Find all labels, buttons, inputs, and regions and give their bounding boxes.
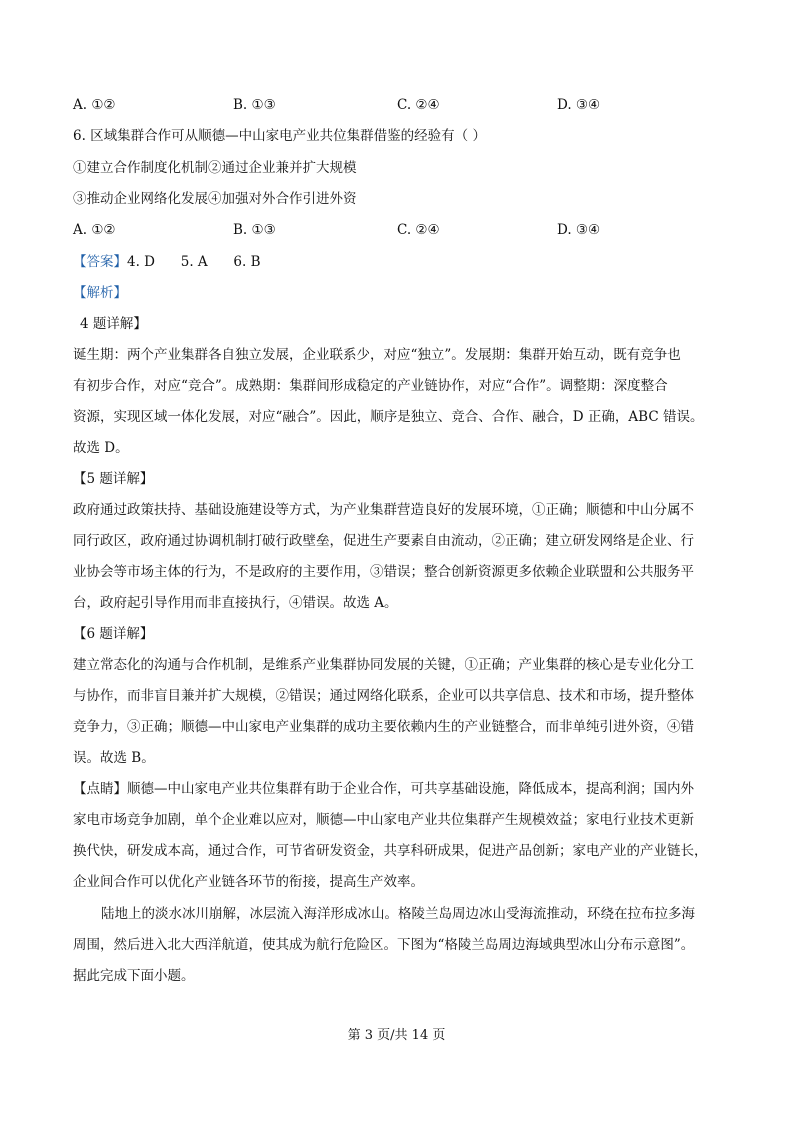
q5-detail-line-4: 台，政府起引导作用而非直接执行，④错误。故选 A。 <box>73 595 398 611</box>
tip-line-2: 家电市场竞争加剧，单个企业难以应对，顺德—中山家电产业共位集群产生规模效益；家电行业技术更新 <box>73 812 694 828</box>
tip-line-1 <box>73 779 694 799</box>
q4-detail-line-1: 诞生期：两个产业集群各自独立发展，企业联系少，对应“独立”。发展期：集群开始互动，既有竞争也 <box>73 347 681 363</box>
material-line-3: 据此完成下面小题。 <box>73 968 195 984</box>
q6-choice-line-2: ③推动企业网络化发展④加强对外合作引进外资 <box>73 191 357 207</box>
q6-option-d: D. ③④ <box>557 222 601 238</box>
tip-line-4: 企业间合作可以优化产业链各环节的衔接，提高生产效率。 <box>73 874 424 890</box>
q5-option-a: A. ①② <box>73 97 116 113</box>
q6-option-b: B. ①③ <box>233 222 276 238</box>
q6-choice-line-1: ①建立合作制度化机制②通过企业兼并扩大规模 <box>73 160 357 176</box>
q5-option-b: B. ①③ <box>233 97 276 113</box>
q5-detail-heading: 【5 题详解】 <box>73 471 154 487</box>
q4-detail-line-4: 故选 D。 <box>73 440 129 456</box>
q6-detail-heading: 【6 题详解】 <box>73 626 154 642</box>
q5-detail-line-2: 同行政区，政府通过协调机制打破行政壁垒，促进生产要素自由流动，②正确；建立研发网络是企业、行 <box>73 533 694 549</box>
q4-detail-heading: 4 题详解】 <box>80 316 147 332</box>
material-line-2: 周围，然后进入北大西洋航道，使其成为航行危险区。下图为“格陵兰岛周边海域典型冰山分布示意图”。 <box>73 937 695 953</box>
material-line-1: 陆地上的淡水冰川崩解，冰层流入海洋形成冰山。格陵兰岛周边冰山受海流推动，环绕在拉布拉多海 <box>101 906 695 922</box>
q6-option-a: A. ①② <box>73 222 116 238</box>
q4-detail-line-3: 资源，实现区域一体化发展，对应“融合”。因此，顺序是独立、竞合、合作、融合，D 正确，ABC 错误。 <box>73 409 704 425</box>
q5-detail-line-3: 业协会等市场主体的行为，不是政府的主要作用，③错误；整合创新资源更多依赖企业联盟和公共服务平 <box>73 564 694 580</box>
q6-detail-line-1: 建立常态化的沟通与合作机制，是维系产业集群协同发展的关键，①正确；产业集群的核心是专业化分工 <box>73 657 694 673</box>
q4-detail-line-2: 有初步合作，对应“竞合”。成熟期：集群间形成稳定的产业链协作，对应“合作”。调整期：深度整合 <box>73 378 668 394</box>
answer-tag: 【答案】 <box>73 254 127 270</box>
tip-line-3: 换代快，研发成本高，通过合作，可节省研发资金，共享科研成果，促进产品创新；家电产业的产业链长， <box>73 843 708 859</box>
q6-option-c: C. ②④ <box>397 222 440 238</box>
tip-tag: 【点睛】 <box>73 781 127 797</box>
q6-detail-line-2: 与协作，而非盲目兼并扩大规模，②错误；通过网络化联系，企业可以共享信息、技术和市场，提升整体 <box>73 688 694 704</box>
page-footer: 第 3 页/共 14 页 <box>347 1028 446 1043</box>
q6-detail-line-3: 竞争力，③正确；顺德—中山家电产业集群的成功主要依赖内生的产业链整合，而非单纯引进外资，④错 <box>73 719 694 735</box>
q6-stem: 6. 区域集群合作可从顺德—中山家电产业共位集群借鉴的经验有（ ） <box>73 128 486 144</box>
answer-text: 4. D 5. A 6. B <box>127 254 261 270</box>
q5-option-d: D. ③④ <box>557 97 601 113</box>
q6-detail-line-4: 误。故选 B。 <box>73 750 155 766</box>
analysis-tag: 【解析】 <box>73 285 127 301</box>
tip-text-1: 顺德—中山家电产业共位集群有助于企业合作，可共享基础设施，降低成本，提高利润；国内外 <box>127 781 694 797</box>
q5-option-c: C. ②④ <box>397 97 440 113</box>
answer-line <box>73 252 261 272</box>
q5-detail-line-1: 政府通过政策扶持、基础设施建设等方式，为产业集群营造良好的发展环境，①正确；顺德和中山分属不 <box>73 502 694 518</box>
